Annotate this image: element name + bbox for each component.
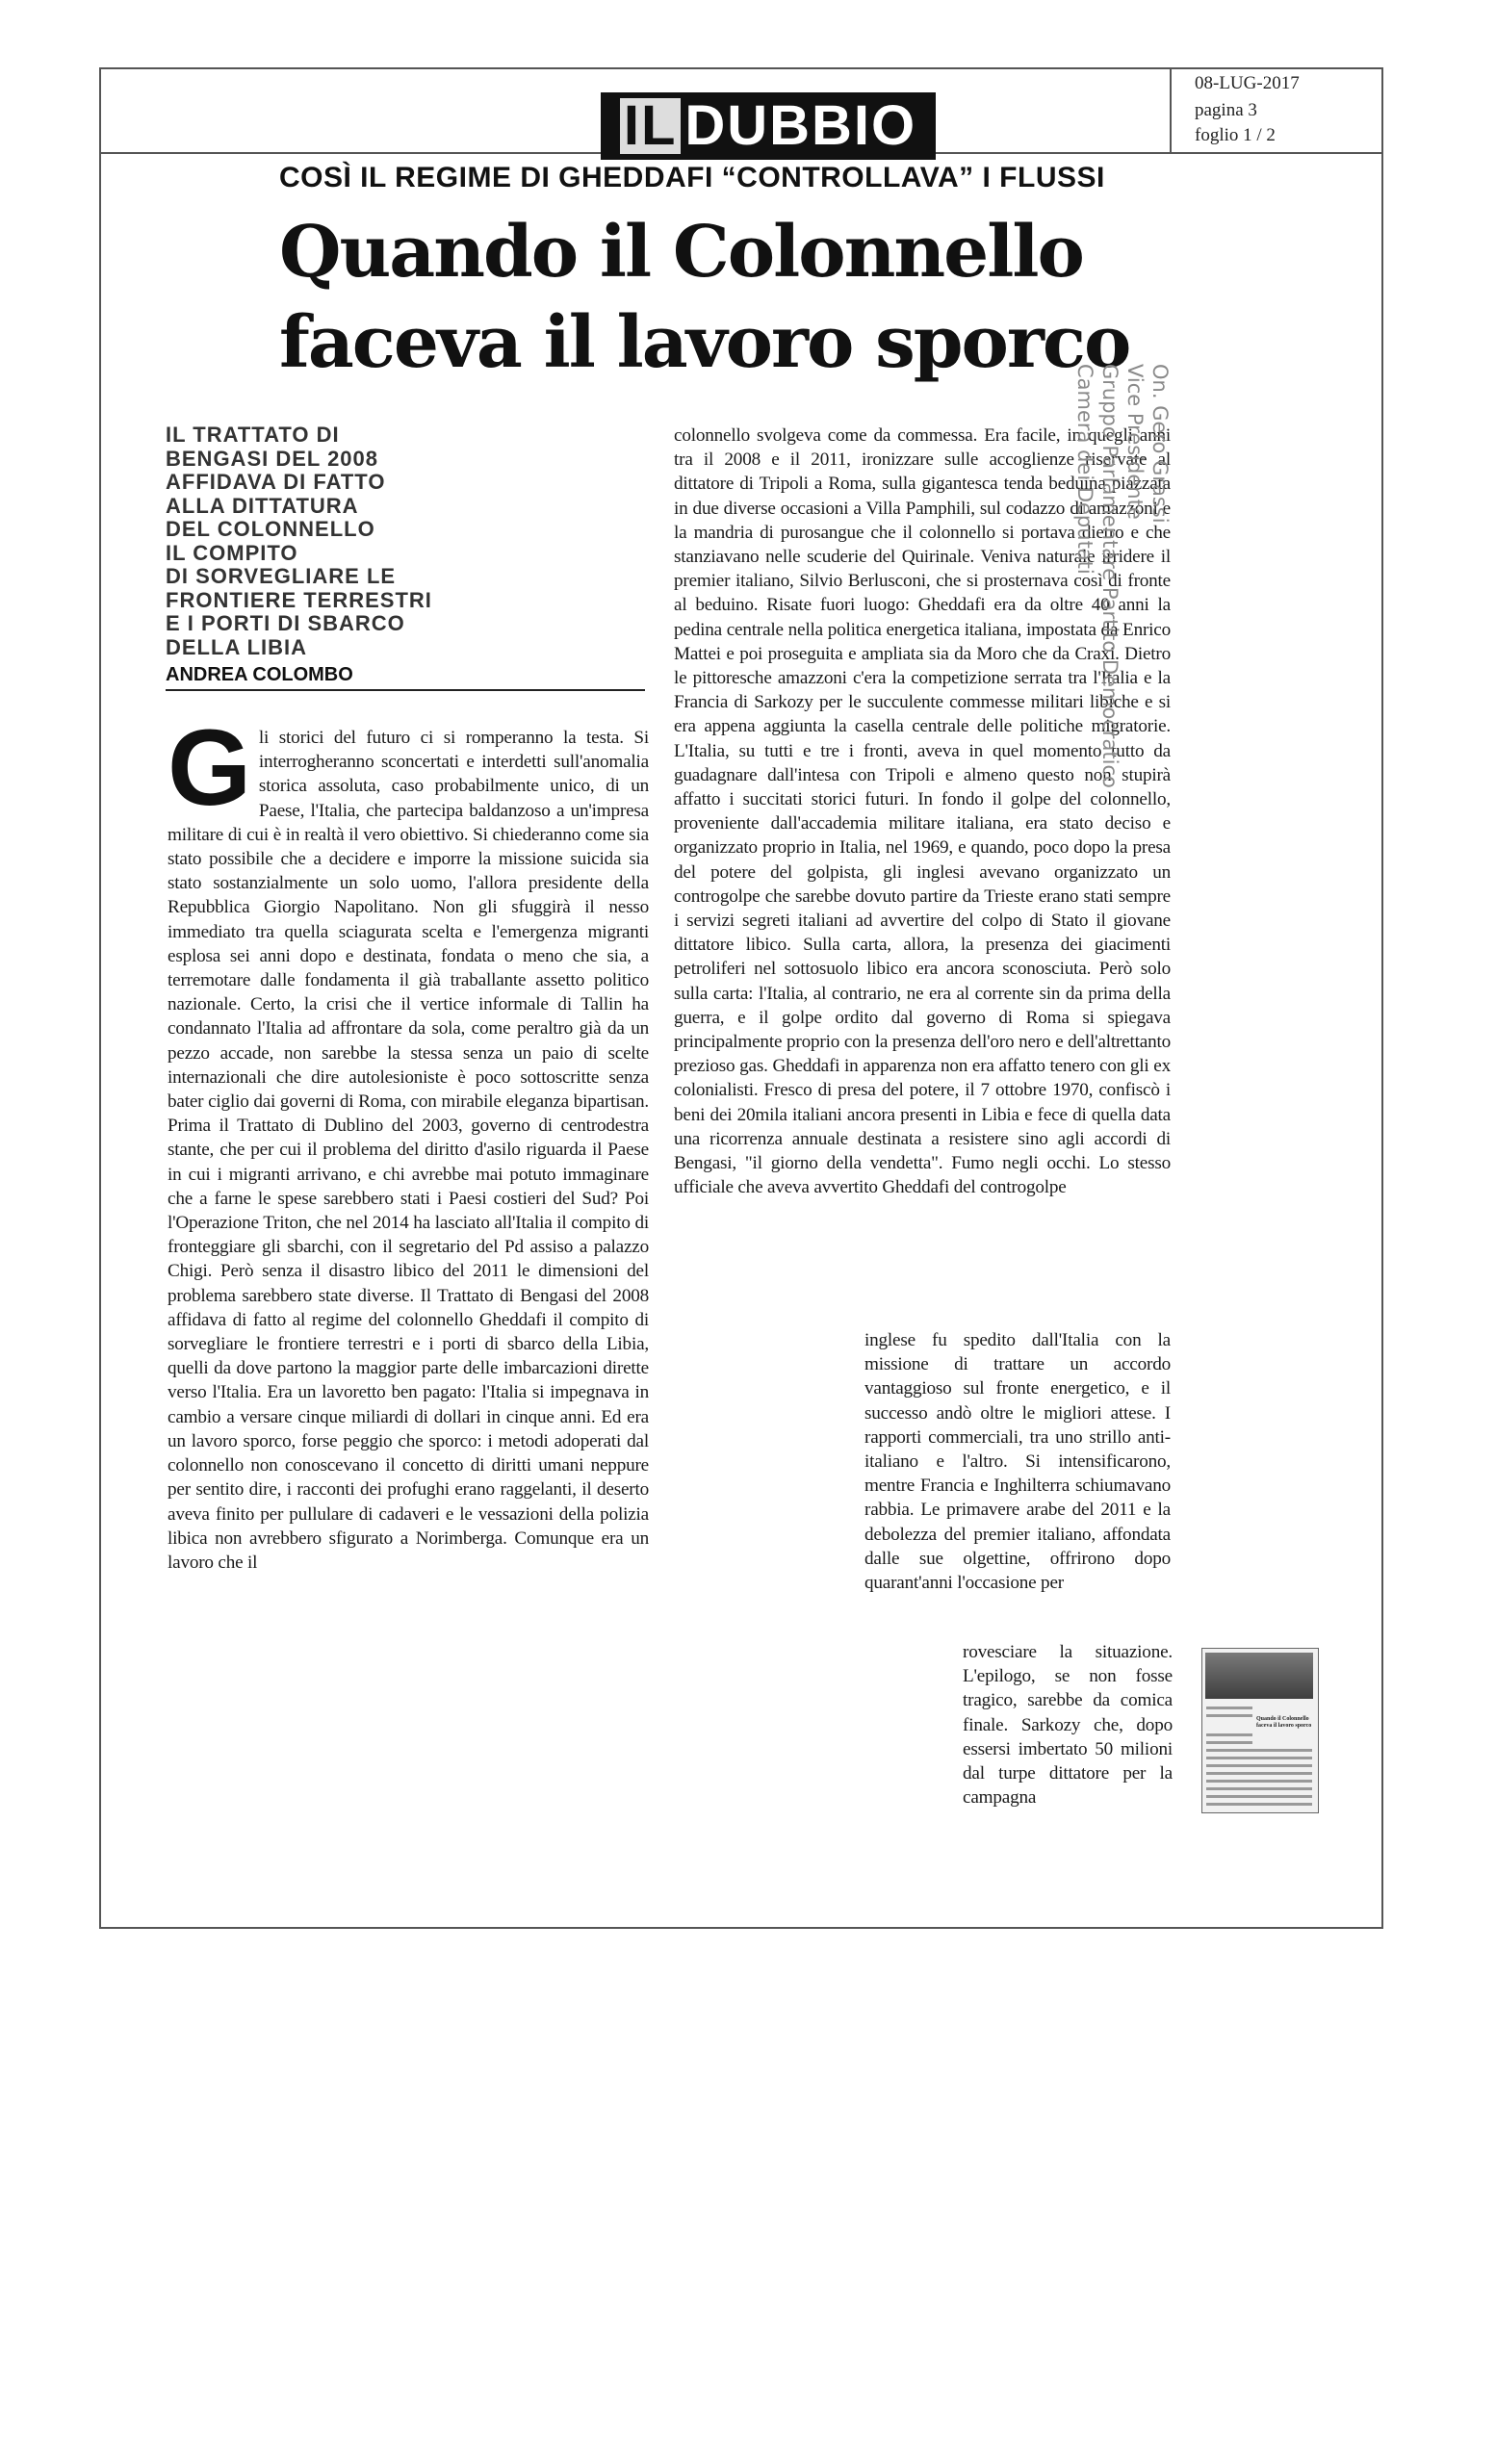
stamp-line: Vice Presidente xyxy=(1123,364,1147,520)
body-column-3 xyxy=(864,1328,1171,1595)
thumbnail-text-line xyxy=(1206,1733,1252,1736)
body-text-4: rovesciare la situazione. L'epilogo, se non fosse tragico, sarebbe da comica finale. Sarkozy che, dopo essersi imbertato 50 milioni dal turpe dittatore per la campagna xyxy=(963,1642,1173,1809)
masthead-title: DUBBIO xyxy=(684,94,917,157)
thumbnail-text-line xyxy=(1206,1803,1312,1806)
summary-line: IL TRATTATO DI xyxy=(166,423,340,447)
masthead-prefix: IL xyxy=(620,98,682,154)
headline xyxy=(279,207,1242,388)
thumbnail-text-line xyxy=(1206,1787,1312,1790)
summary-line: FRONTIERE TERRESTRI xyxy=(166,587,432,612)
summary-line: AFFIDAVA DI FATTO xyxy=(166,470,386,494)
summary-line: DEL COLONNELLO xyxy=(166,517,375,541)
thumbnail-text-line xyxy=(1206,1795,1312,1798)
summary-box xyxy=(166,424,512,659)
stamp-line: Gruppo Parlamentare Partito Democratico xyxy=(1098,364,1122,788)
sheet-number: foglio 1 / 2 xyxy=(1195,125,1276,145)
date-text: 08-LUG-2017 xyxy=(1195,73,1300,93)
thumbnail-text-line xyxy=(1206,1772,1312,1775)
thumbnail-text-line xyxy=(1206,1741,1252,1744)
byline-rule xyxy=(166,689,645,691)
page-thumbnail xyxy=(1201,1648,1319,1813)
page-number: pagina 3 xyxy=(1195,100,1257,120)
body-column-4 xyxy=(963,1640,1173,1810)
thumbnail-text-line xyxy=(1206,1749,1312,1752)
summary-line: DI SORVEGLIARE LE xyxy=(166,564,397,588)
thumbnail-text-line xyxy=(1206,1707,1252,1709)
summary-line: E I PORTI DI SBARCO xyxy=(166,611,405,635)
thumbnail-text-line xyxy=(1206,1714,1252,1717)
thumbnail-text-line xyxy=(1206,1780,1312,1783)
stamp-line: Camera dei Deputati xyxy=(1073,364,1096,575)
date-box xyxy=(1170,69,1385,152)
summary-line: ALLA DITTATURA xyxy=(166,493,359,518)
headline-line-2: faceva il lavoro sporco xyxy=(279,301,1130,384)
body-column-1 xyxy=(168,707,649,1575)
body-text-1: li storici del futuro ci si romperanno la testa. Si interrogheranno sconcertati e interdetti sull'anomalia storica assoluta, caso probabilmente unico, di un Paese, l'Italia, che partecipa baldanzoso a un'impresa militare di cui è in realtà il vero obiettivo. Si chiederanno come sia stato possibile che a decidere e imporre la missione suicida sia stato sostanzialmente un solo uomo, l'allora presidente della Repubblica Giorgio Napolitano. Non gli sfuggirà il nesso immediato tra quella sciagurata scelta e l'emergenza migranti esplosa sei anni dopo e destinata, fondata o meno che sia, a terremotare dalle fondamenta il già traballante assetto politico nazionale. Certo, la crisi che il vertice informale di Tallin ha condannato l'Italia ad affrontare da sola, come peraltro già da un pezzo accade, non sarebbe la stessa senza un paio di scelte internazionali che dire autolesioniste è poco sottoscritte senza bater ciglio dai governi di Roma, con mirabile eleganza bipartisan. Prima il Trattato di Dublino del 2003, governo di centrodestra stante, che per cui il problema del diritto d'asilo riguarda il Paese in cui i migranti arrivano, e chi avrebbe mai potuto immaginare che a farne le spese sarebbero stati i Paesi costieri del Sud? Poi l'Operazione Triton, che nel 2014 ha lasciato all'Italia il compito di fronteggiare gli sbarchi, con il segretario del Pd assiso a palazzo Chigi. Però senza il disastro libico del 2011 le dimensioni del problema sarebbero state diverse. Il Trattato di Bengasi del 2008 affidava di fatto al regime del colonnello Gheddafi il compito di sorvegliare le frontiere terrestri e i porti di sbarco della Libia, quelli da dove partono la maggior parte delle imbarcazioni dirette verso l'Italia. Era un lavoretto ben pagato: l'Italia si impegnava in cambio a versare cinque miliardi di dollari in cinque anni. Ed era un lavoro sporco, forse peggio che sporco: i metodi adoperati dal colonnello non conoscevano il concetto di diritti umani neppure per sentito dire, i racconti dei profughi erano raggelanti, il deserto aveva finito per pullulare di cadaveri e le vessazioni della polizia libica non avrebbero sfigurato a Norimberga. Comunque era un lavoro che il xyxy=(168,728,649,1573)
drop-cap: G xyxy=(168,707,251,828)
author-byline: ANDREA COLOMBO xyxy=(166,664,353,685)
summary-line: IL COMPITO xyxy=(166,540,298,565)
body-text-2: colonnello svolgeva come da commessa. Era facile, in quegli anni tra il 2008 e il 2011, ironizzare sulle accoglienze riservate al dittatore di Tripoli a Roma, sulla gigantesca tenda beduina piazzata in due diverse occasioni a Villa Pamphili, sul codazzo di amazzoni e la mandria di purosangue che il colonnello si portava dietro e che stanziavano nelle scuderie del Quirinale. Veniva naturale irridere il premier italiano, Silvio Berlusconi, che si prosternava così di fronte al beduino. Risate fuori luogo: Gheddafi era da oltre 40 anni la pedina centrale nella politica energetica italiana, impostata da Enrico Mattei e poi proseguita e ampliata sia da Moro che da Craxi. Dietro le pittoresche amazzoni c'era la competizione serrata tra l'Italia e la Francia di Sarkozy per le succulente commesse militari libiche e si era appena aggiunta la casella centrale delle politiche migratorie. L'Italia, su tutti e tre i fronti, aveva in quel momento tutto da guadagnare dall'intesa con Tripoli e almeno questo non stupirà affatto i succitati storici futuri. In fondo il golpe del colonnello, proveniente dall'accademia militare italiana, era stato deciso e organizzato proprio in Italia, nel 1969, e quando, poco dopo la presa del potere del golpista, gli inglesi avevano organizzato un controgolpe che sarebbe dovuto partire da Trieste erano stati sempre i servizi segreti italiani ad avvertire del colpo di Stato il giovane dittatore libico. Sulla carta, allora, la presenza dei giacimenti petroliferi nel sottosuolo libico era ancora sconosciuta. Però solo sulla carta: l'Italia, al contrario, ne era al corrente sin da prima della guerra, e il golpe ordito dal governo di Roma si spiegava principalmente proprio con la presenza dell'oro nero e dell'altrettanto prezioso gas. Gheddafi in apparenza non era affatto tenero con gli ex colonialisti. Fresco di presa del potere, il 7 ottobre 1970, confiscò i beni dei 20mila italiani ancora presenti in Libia e fece di quella data una ricorrenza annuale destinata a resistere sino agli accordi di Bengasi, "il giorno della vendetta". Fumo negli occhi. Lo stesso ufficiale che aveva avvertito Gheddafi del controgolpe xyxy=(674,425,1171,1198)
summary-line: BENGASI DEL 2008 xyxy=(166,446,379,471)
summary-line: DELLA LIBIA xyxy=(166,634,308,659)
parliamentary-stamp xyxy=(1072,364,1173,788)
body-text-3: inglese fu spedito dall'Italia con la missione di trattare un accordo vantaggioso sul fronte energetico, e il successo andò oltre le migliori attese. I rapporti commerciali, tra uno strillo anti-italiano e l'altro. Si intensificarono, mentre Francia e Inghilterra schiumavano rabbia. Le primavere arabe del 2011 e la debolezza del premier italiano, affondata dalle sue olgettine, offrirono dopo quarant'anni l'occasione per xyxy=(864,1330,1171,1594)
thumbnail-photo xyxy=(1205,1653,1313,1699)
thumbnail-text-line xyxy=(1206,1757,1312,1759)
stamp-line: On. Gero Grassi xyxy=(1148,364,1172,524)
kicker: COSÌ IL REGIME DI GHEDDAFI “CONTROLLAVA” I FLUSSI xyxy=(279,162,1105,193)
headline-line-1: Quando il Colonnello xyxy=(279,211,1083,294)
thumbnail-text-line xyxy=(1206,1764,1312,1767)
thumbnail-title: Quando il Colonnello faceva il lavoro sporco xyxy=(1256,1716,1312,1729)
masthead-logo xyxy=(601,92,936,160)
